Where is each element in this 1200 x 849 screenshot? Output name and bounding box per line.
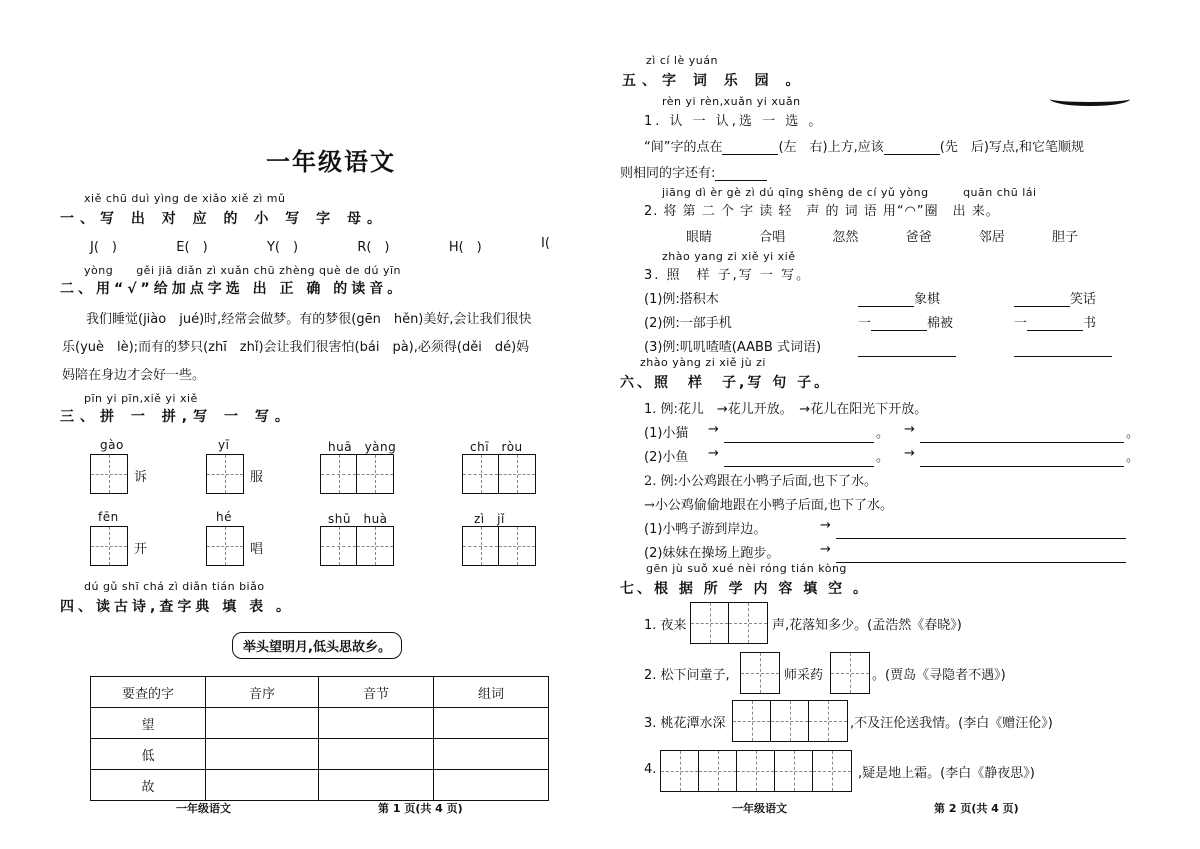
s5-q3-e1-a bbox=[858, 288, 940, 307]
word-option[interactable]: 眼睛 bbox=[686, 230, 713, 245]
s7-l1-grid[interactable] bbox=[690, 602, 768, 647]
letter-h[interactable]: H( ) bbox=[448, 240, 482, 255]
s7-l4-b: ,疑是地上霜。(李白《静夜思》) bbox=[858, 766, 1035, 781]
s1-letters bbox=[90, 236, 550, 255]
s7-l3-b: ,不及汪伦送我情。(李白《赠汪伦》) bbox=[850, 716, 1053, 731]
table-header-row bbox=[91, 677, 549, 708]
s6-pinyin: zhào yàng zi xiě jù zi bbox=[640, 356, 766, 369]
q1-text-b: (左 右)上方,应该 bbox=[778, 140, 884, 155]
footer-subject: 一年级语文 bbox=[176, 802, 231, 815]
word-option[interactable]: 爸爸 bbox=[905, 230, 932, 245]
s3-r1-box-2[interactable] bbox=[320, 454, 394, 497]
table-cell-input[interactable] bbox=[434, 708, 549, 739]
q1-blank-2[interactable] bbox=[884, 154, 940, 155]
s6-ex1-b-blank-2[interactable] bbox=[920, 448, 1124, 467]
s6-ex1-b-blank-1[interactable] bbox=[724, 448, 874, 467]
s2-pinyin: yòng gěi jiā diǎn zì xuǎn chū zhèng què de dú yīn bbox=[84, 264, 402, 277]
s2-line3: 妈陪在身边才会好一些。 bbox=[62, 368, 206, 383]
s3-r1-suffix-0: 诉 bbox=[134, 470, 148, 485]
table-cell-input[interactable] bbox=[206, 708, 319, 739]
s6-ex2-a-arrow: → bbox=[820, 518, 831, 533]
table-cell-input[interactable] bbox=[434, 739, 549, 770]
letter-y[interactable]: Y( ) bbox=[266, 240, 299, 255]
q3-e3-blank-1[interactable] bbox=[858, 338, 956, 357]
s5-q3-e2-a bbox=[858, 312, 953, 331]
s3-r1-box-0[interactable] bbox=[90, 454, 128, 497]
s3-r2-py-2: shū huà bbox=[328, 512, 388, 526]
footer-page-number: 第 2 页(共 4 页) bbox=[934, 802, 1019, 815]
s6-ex1-a-blank-1[interactable] bbox=[724, 424, 874, 443]
s2-line2: 乐(yuè lè);而有的梦只(zhī zhǐ)会让我们很害怕(bái pà),必须得(děi dé)妈 bbox=[62, 340, 530, 355]
s3-r2-py-1: hé bbox=[216, 510, 232, 524]
q1-blank-1[interactable] bbox=[722, 154, 778, 155]
s6-ex1-b-arrow-2: → bbox=[904, 446, 915, 461]
table-cell-input[interactable] bbox=[206, 770, 319, 801]
q3-e2-a-text: 棉被 bbox=[927, 316, 954, 331]
s5-q1-pinyin: rèn yi rèn,xuǎn yi xuǎn bbox=[662, 95, 801, 108]
s6-ex1-b-arrow: → bbox=[708, 446, 719, 461]
s3-r2-box-2[interactable] bbox=[320, 526, 394, 569]
table-row bbox=[91, 770, 549, 801]
s7-l2-a: 2. 松下问童子, bbox=[644, 668, 730, 683]
s7-l2-grid-1[interactable] bbox=[740, 652, 780, 697]
s6-heading: 六、照 样 子,写 句 子。 bbox=[620, 375, 832, 391]
s5-q2-heading: 2. 将 第 二 个 字 读 轻 声 的 词 语 用“◠”圈 出 来。 bbox=[644, 204, 1000, 219]
table-header: 要查的字 bbox=[91, 677, 206, 708]
s3-r2-box-3[interactable] bbox=[462, 526, 536, 569]
poem-box: 举头望明月,低头思故乡。 bbox=[232, 632, 402, 659]
q3-blank[interactable] bbox=[1014, 306, 1070, 307]
s5-q3-e2: (2)例:一部手机 bbox=[644, 316, 732, 331]
table-cell-char: 低 bbox=[91, 739, 206, 770]
s6-ex1-b: (2)小鱼 bbox=[644, 450, 689, 465]
s5-q2-words bbox=[686, 226, 1078, 245]
s5-q1-line2 bbox=[620, 162, 767, 181]
letter-j[interactable]: J( ) bbox=[90, 240, 117, 255]
s6-ex2-a-blank[interactable] bbox=[836, 520, 1126, 539]
s7-l3-grid[interactable] bbox=[732, 700, 848, 745]
table-cell-input[interactable] bbox=[319, 739, 434, 770]
s6-ex2: 2. 例:小公鸡跟在小鸭子后面,也下了水。 bbox=[644, 474, 878, 489]
s6-ex1-a-blank-2[interactable] bbox=[920, 424, 1124, 443]
s6-ex2-b: (2)妹妹在操场上跑步。 bbox=[644, 546, 780, 561]
s3-r1-py-2: huā yàng bbox=[328, 440, 397, 454]
table-cell-char: 故 bbox=[91, 770, 206, 801]
s7-l2-grid-2[interactable] bbox=[830, 652, 870, 697]
footer-page-number: 第 1 页(共 4 页) bbox=[378, 802, 463, 815]
s3-r1-py-1: yī bbox=[218, 438, 230, 452]
s5-heading: 五、字 词 乐 园 。 bbox=[622, 73, 806, 89]
word-option[interactable]: 合唱 bbox=[759, 230, 786, 245]
s3-r2-py-0: fēn bbox=[98, 510, 119, 524]
s7-pinyin: gēn jù suǒ xué nèi róng tián kòng bbox=[646, 562, 847, 575]
s5-q1-heading: 1. 认 一 认,选 一 选 。 bbox=[644, 114, 825, 129]
q1-blank-3[interactable] bbox=[715, 180, 767, 181]
s2-line1: 我们睡觉(jiào jué)时,经常会做梦。有的梦很(gēn hěn)美好,会让我们很快 bbox=[86, 312, 532, 327]
s6-ex2-b-arrow: → bbox=[820, 542, 831, 557]
footer-subject: 一年级语文 bbox=[732, 802, 787, 815]
s3-heading: 三、拼 一 拼,写 一 写。 bbox=[60, 409, 295, 425]
letter-i[interactable]: I( bbox=[541, 236, 550, 251]
right-page bbox=[600, 0, 1200, 849]
s7-l4-a: 4. bbox=[644, 762, 657, 777]
s4-heading: 四、读古诗,查字典 填 表 。 bbox=[60, 599, 294, 615]
s3-r1-box-3[interactable] bbox=[462, 454, 536, 497]
s3-pinyin: pīn yi pīn,xiě yi xiě bbox=[84, 392, 198, 405]
s7-heading: 七、根 据 所 学 内 容 填 空 。 bbox=[620, 581, 870, 597]
s6-ex1: 1. 例:花儿 →花儿开放。 →花儿在阳光下开放。 bbox=[644, 402, 928, 417]
table-cell-input[interactable] bbox=[319, 708, 434, 739]
q3-e2-prefix: 一 bbox=[1014, 316, 1028, 331]
q1-text-d: 则相同的字还有: bbox=[620, 166, 716, 181]
s5-q2-pinyin: jiāng dì èr gè zì dú qīng shēng de cí yǔ yòng quān chū lái bbox=[662, 186, 1037, 199]
s6-ex1-a-arrow-2: → bbox=[904, 422, 915, 437]
s1-pinyin: xiě chū duì yìng de xiǎo xiě zì mǔ bbox=[84, 192, 286, 205]
s5-q3-e2-b bbox=[1014, 312, 1096, 331]
q3-blank[interactable] bbox=[1027, 330, 1083, 331]
s3-r2-box-1[interactable] bbox=[206, 526, 244, 569]
s6-ex1-a-dot-2: 。 bbox=[1126, 426, 1140, 441]
s3-r1-py-3: chī ròu bbox=[470, 440, 523, 454]
letter-r[interactable]: R( ) bbox=[357, 240, 390, 255]
table-cell-char: 望 bbox=[91, 708, 206, 739]
s4-pinyin: dú gǔ shī chá zì diǎn tián biǎo bbox=[84, 580, 265, 593]
s5-q3-heading: 3. 照 样 子,写 一 写。 bbox=[644, 268, 812, 283]
s6-ex1-b-dot: 。 bbox=[876, 450, 890, 465]
s5-q3-e3: (3)例:叽叽喳喳(AABB 式词语) bbox=[644, 340, 822, 355]
page-title: 一年级语文 bbox=[266, 147, 396, 176]
table-header: 音序 bbox=[206, 677, 319, 708]
s5-q3-e1-b bbox=[1014, 288, 1096, 307]
word-option[interactable]: 忽然 bbox=[832, 230, 859, 245]
s6-ex2-ans: →小公鸡偷偷地跟在小鸭子后面,也下了水。 bbox=[644, 498, 894, 513]
s7-l3-a: 3. 桃花潭水深 bbox=[644, 716, 726, 731]
word-option[interactable]: 邻居 bbox=[978, 230, 1005, 245]
q3-blank[interactable] bbox=[871, 330, 927, 331]
s6-ex2-b-blank[interactable] bbox=[836, 544, 1126, 563]
letter-e[interactable]: E( ) bbox=[176, 240, 208, 255]
s3-r2-box-0[interactable] bbox=[90, 526, 128, 569]
s6-ex1-a-arrow: → bbox=[708, 422, 719, 437]
s7-l4-grid[interactable] bbox=[660, 750, 852, 795]
table-cell-input[interactable] bbox=[206, 739, 319, 770]
s6-ex1-a-dot: 。 bbox=[876, 426, 890, 441]
s5-q1-line1 bbox=[644, 136, 1084, 155]
s3-r1-box-1[interactable] bbox=[206, 454, 244, 497]
s3-r2-suffix-1: 唱 bbox=[250, 542, 264, 557]
s6-ex1-b-dot-2: 。 bbox=[1126, 450, 1140, 465]
s6-ex2-a: (1)小鸭子游到岸边。 bbox=[644, 522, 767, 537]
q3-e2-prefix: 一 bbox=[858, 316, 872, 331]
s7-l2-b: 师采药 bbox=[784, 668, 824, 683]
q3-blank[interactable] bbox=[858, 306, 914, 307]
s2-heading: 二、用“√”给加点字选 出 正 确 的读音。 bbox=[60, 281, 406, 297]
s7-l2-c: 。(贾岛《寻隐者不遇》) bbox=[872, 668, 1006, 683]
q3-e1-b-text: 笑话 bbox=[1070, 292, 1097, 307]
table-cell-input[interactable] bbox=[319, 770, 434, 801]
q3-e1-a-text: 象棋 bbox=[914, 292, 941, 307]
s5-pinyin: zì cí lè yuán bbox=[646, 54, 718, 67]
s3-r2-suffix-0: 开 bbox=[134, 542, 148, 557]
s7-l1-a: 1. 夜来 bbox=[644, 618, 687, 633]
q3-e2-b-text: 书 bbox=[1083, 316, 1097, 331]
s7-l1-b: 声,花落知多少。(孟浩然《春晓》) bbox=[772, 618, 962, 633]
table-row bbox=[91, 708, 549, 739]
s6-ex1-a: (1)小猫 bbox=[644, 426, 689, 441]
s1-heading: 一、写 出 对 应 的 小 写 字 母。 bbox=[60, 211, 387, 227]
table-header: 组词 bbox=[434, 677, 549, 708]
lookup-table bbox=[90, 676, 549, 801]
table-row bbox=[91, 739, 549, 770]
s3-r1-suffix-1: 服 bbox=[250, 470, 264, 485]
word-option[interactable]: 胆子 bbox=[1051, 230, 1078, 245]
table-cell-input[interactable] bbox=[434, 770, 549, 801]
s3-r2-py-3: zì jǐ bbox=[474, 512, 505, 526]
q1-text-c: (先 后)写点,和它笔顺规 bbox=[939, 140, 1085, 155]
s5-q3-e1: (1)例:搭积木 bbox=[644, 292, 719, 307]
q1-text-a: “间”字的点在 bbox=[644, 140, 723, 155]
s3-r1-py-0: gào bbox=[100, 438, 124, 452]
s5-q3-pinyin: zhào yang zi xiě yi xiě bbox=[662, 250, 796, 263]
q3-e3-blank-2[interactable] bbox=[1014, 338, 1112, 357]
table-header: 音节 bbox=[319, 677, 434, 708]
